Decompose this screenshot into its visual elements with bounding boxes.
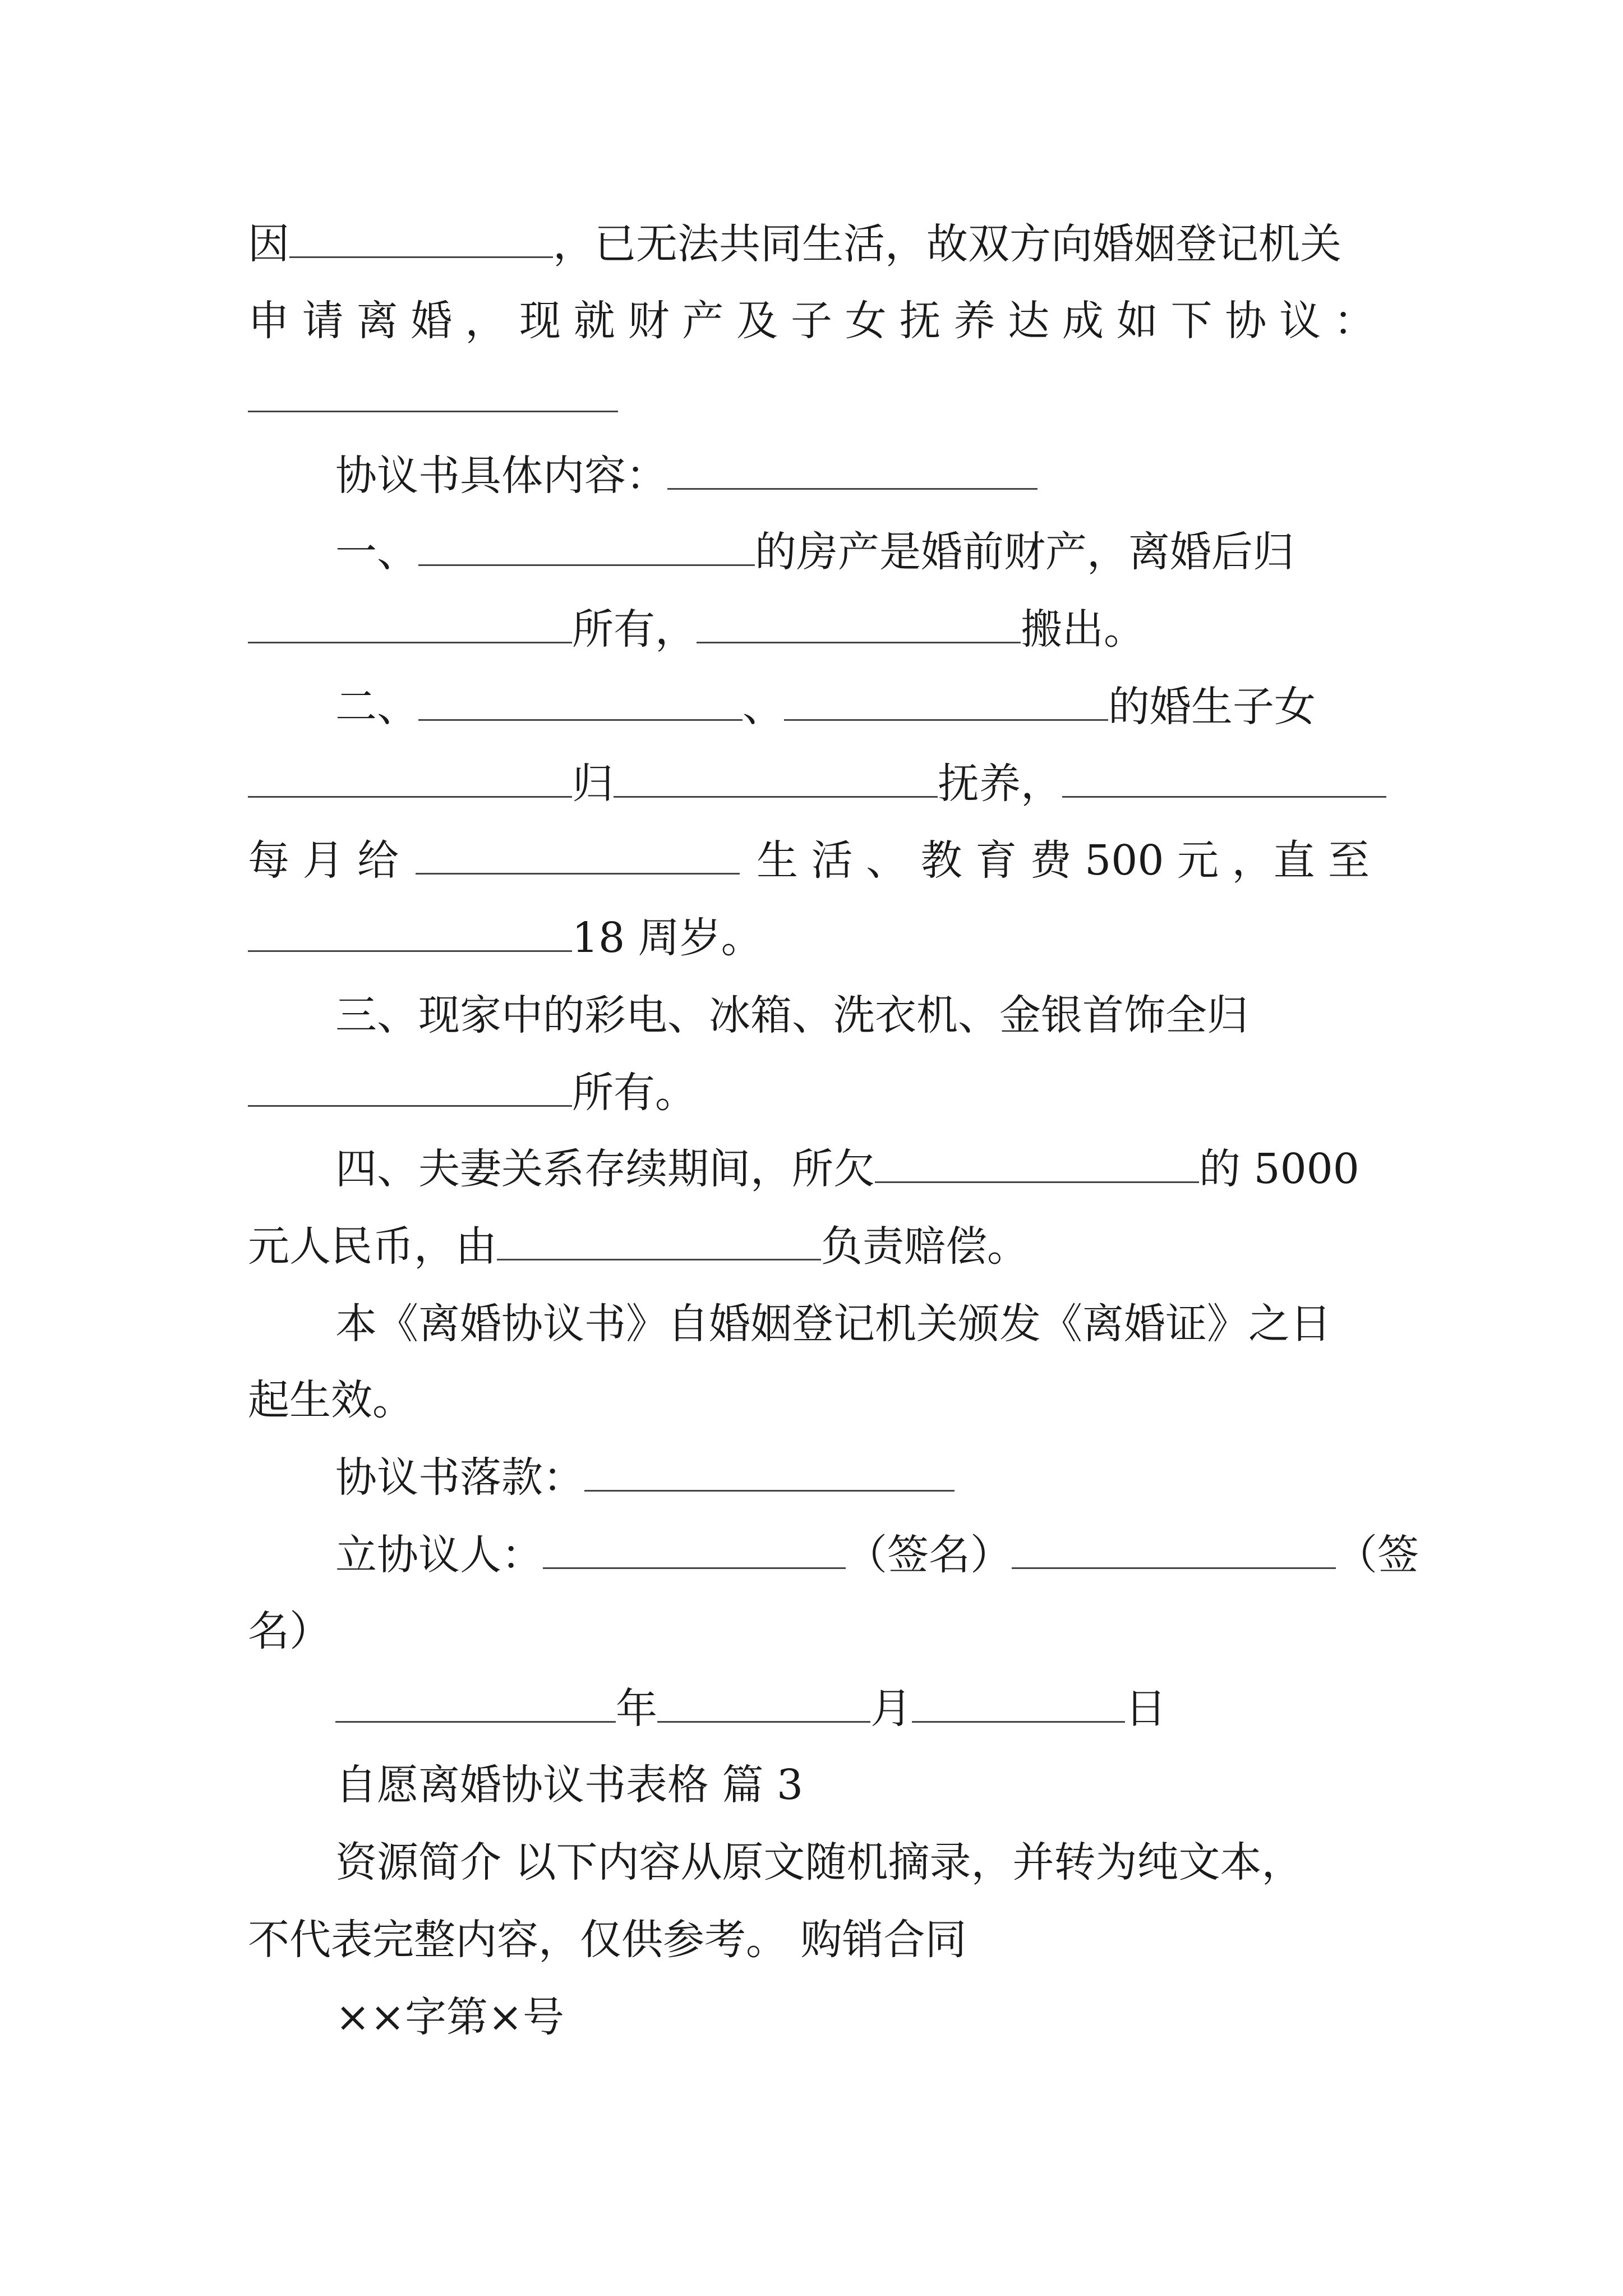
paragraph-line [248, 282, 1375, 360]
text: 立协议人： [335, 1531, 543, 1579]
text: （签 [1336, 1531, 1419, 1579]
text: 不代表完整内容，仅供参考。 购销合同 [248, 1916, 967, 1964]
text: 搬出。 [1021, 605, 1145, 654]
blank-field[interactable] [875, 1145, 1199, 1183]
paragraph-line [248, 359, 618, 438]
justified-char: 请 [302, 297, 344, 345]
month-field[interactable] [657, 1685, 870, 1723]
text: （签名） [846, 1531, 1012, 1579]
justified-char: 就 [573, 297, 615, 345]
text: 的婚生子女 [1108, 683, 1316, 731]
paragraph-line [335, 1285, 1331, 1363]
text: ，已无法共同生活，故双方向婚姻登记机关 [553, 220, 1341, 268]
text: 起生效。 [248, 1376, 414, 1424]
paragraph-line [335, 1669, 1166, 1748]
text: 生 活 、 教 育 费 500 元 ，直 至 [757, 836, 1370, 885]
blank-field[interactable] [248, 606, 572, 643]
text: 负责赔偿。 [821, 1222, 1029, 1271]
blank-field[interactable] [697, 606, 1021, 643]
paragraph-line [248, 744, 1386, 823]
text: 抚养， [938, 760, 1062, 808]
justified-char: 如 [1116, 297, 1158, 345]
blank-field[interactable] [289, 220, 553, 258]
blank-field[interactable] [248, 914, 572, 952]
blank-field[interactable] [248, 760, 572, 798]
text: 资源简介 以下内容从原文随机摘录，并转为纯文本， [335, 1838, 1303, 1887]
text: 一、 [335, 528, 418, 576]
justified-char: 离 [356, 297, 398, 345]
justified-char: 及 [736, 297, 778, 345]
section-label: 协议书具体内容： [335, 452, 667, 500]
paragraph-line [335, 1823, 1303, 1902]
text: 因 [248, 220, 289, 268]
justified-char: ， [465, 297, 507, 345]
text: 所有。 [572, 1069, 697, 1117]
justified-char: 抚 [899, 297, 941, 345]
blank-field[interactable] [667, 452, 1038, 490]
justified-char: 成 [1062, 297, 1104, 345]
justified-char: 养 [953, 297, 995, 345]
signature-field[interactable] [543, 1531, 846, 1569]
text: 元人民币，由 [248, 1222, 497, 1271]
blank-field[interactable] [418, 528, 755, 566]
paragraph-line [248, 1053, 697, 1132]
paragraph-line [335, 1978, 564, 2056]
blank-field[interactable] [1062, 760, 1386, 798]
paragraph-line [335, 976, 1248, 1055]
text: 年 [616, 1685, 657, 1733]
justified-char: 财 [628, 297, 670, 345]
blank-field[interactable] [497, 1223, 821, 1260]
paragraph-line [248, 899, 763, 977]
section-label: 协议书落款： [335, 1453, 584, 1502]
paragraph-line [335, 668, 1316, 746]
justified-char: 协 [1225, 297, 1267, 345]
text: 的 5000 [1199, 1145, 1359, 1193]
justified-char: 现 [519, 297, 561, 345]
justified-char: 议 [1279, 297, 1321, 345]
text: 月 [870, 1685, 912, 1733]
text: 名） [248, 1607, 331, 1655]
justified-char: ： [1333, 297, 1375, 345]
paragraph-line [248, 1901, 967, 1979]
paragraph-line [335, 513, 1294, 591]
blank-field[interactable] [418, 683, 743, 721]
blank-field[interactable] [416, 837, 740, 875]
paragraph-line [248, 821, 1370, 900]
paragraph-line [335, 1438, 955, 1517]
section-heading [335, 1746, 803, 1824]
text: 的房产是婚前财产，离婚后归 [755, 528, 1294, 576]
justified-char: 女 [845, 297, 887, 345]
text: 二、 [335, 683, 418, 731]
text: 每 月 给 [248, 836, 399, 885]
text: 、 [743, 683, 784, 731]
paragraph-line [248, 1207, 1029, 1286]
text: 所有， [572, 605, 697, 654]
text: 三、现家中的彩电、冰箱、洗衣机、金银首饰全归 [335, 991, 1248, 1039]
paragraph-line [248, 590, 1145, 669]
blank-field[interactable] [248, 375, 618, 412]
paragraph-line [335, 1130, 1359, 1208]
paragraph-line [335, 1516, 1419, 1594]
paragraph-line [248, 205, 1341, 283]
text: 本《离婚协议书》自婚姻登记机关颁发《离婚证》之日 [335, 1300, 1331, 1348]
day-field[interactable] [912, 1685, 1125, 1723]
justified-char: 婚 [411, 297, 453, 345]
paragraph-line [335, 436, 1038, 515]
justified-char: 下 [1170, 297, 1212, 345]
text: 日 [1125, 1685, 1166, 1733]
text: 归 [572, 760, 614, 808]
heading-text: 自愿离婚协议书表格 篇 3 [335, 1761, 804, 1809]
signature-field[interactable] [1012, 1531, 1336, 1569]
text: 四、夫妻关系存续期间，所欠 [335, 1145, 875, 1193]
year-field[interactable] [335, 1685, 616, 1723]
blank-field[interactable] [584, 1454, 955, 1492]
paragraph-line [248, 1592, 331, 1671]
blank-field[interactable] [784, 683, 1108, 721]
justified-char: 申 [248, 297, 289, 345]
blank-field[interactable] [614, 760, 938, 798]
justified-char: 产 [682, 297, 724, 345]
justified-char: 子 [790, 297, 832, 345]
text: ××字第×号 [335, 1993, 565, 2041]
justified-char: 达 [1008, 297, 1050, 345]
paragraph-line [248, 1361, 414, 1439]
text: 18 周岁。 [572, 914, 763, 962]
blank-field[interactable] [248, 1069, 572, 1107]
